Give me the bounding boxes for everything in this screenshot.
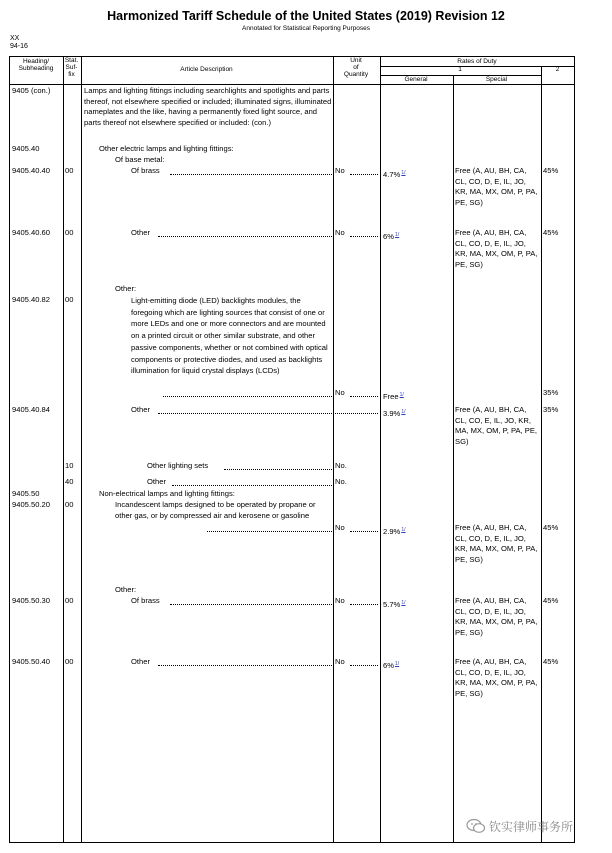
col-suffix-line1: Stat. xyxy=(64,57,79,64)
col-suffix-line3: fix xyxy=(68,71,75,78)
col-unit-line1: Unit xyxy=(350,57,362,64)
leader-9405-50-30 xyxy=(170,604,332,605)
footnote-link[interactable]: 1/ xyxy=(401,409,406,415)
code-line-1: XX xyxy=(10,35,20,42)
leader-9405-40-40 xyxy=(170,174,332,175)
leader-9405-40-82 xyxy=(163,396,332,397)
unit-leader-9405-40-40 xyxy=(350,174,378,175)
col-rates-header: Rates of Duty xyxy=(457,58,497,65)
code-line-2: 94-16 xyxy=(10,43,28,50)
leader-9405-40-84-40 xyxy=(172,485,332,486)
col2-9405-50-40: 45% xyxy=(543,657,559,666)
divider-unit xyxy=(380,57,381,842)
heading-9405-50-40: 9405.50.40 xyxy=(12,657,51,666)
col-heading-line1: Heading/ xyxy=(22,58,50,65)
heading-9405-40-84: 9405.40.84 xyxy=(12,405,51,414)
col-2-header: 2 xyxy=(555,66,560,73)
heading-9405-40: 9405.40 xyxy=(12,144,40,153)
heading-9405-50-20: 9405.50.20 xyxy=(12,500,51,509)
general-rate: 5.7% xyxy=(383,600,401,609)
general-9405-40-40 xyxy=(383,168,405,181)
footnote-link[interactable]: 1/ xyxy=(399,392,404,398)
leader-9405-40-84 xyxy=(158,413,332,414)
watermark-text: 钦实律师事务所 xyxy=(489,820,574,834)
desc-9405-40-60: Other xyxy=(131,228,150,237)
footnote-link[interactable]: 1/ xyxy=(401,600,406,606)
page-subtitle: Annotated for Statistical Reporting Purposes xyxy=(242,25,370,32)
unit-leader-9405-50-30 xyxy=(350,604,378,605)
unit-leader-9405-50-40 xyxy=(350,665,378,666)
col-heading-line2: Subheading xyxy=(18,65,54,72)
general-9405-40-84 xyxy=(383,407,405,420)
unit-9405-40-84-40: No. xyxy=(335,477,347,486)
general-rate: Free xyxy=(383,392,399,401)
col2-9405-50-30: 45% xyxy=(543,596,559,605)
desc-9405-50: Non-electrical lamps and lighting fittings: xyxy=(99,489,235,498)
special-9405-40-60: Free (A, AU, BH, CA, CL, CO, D, E, IL, JO, KR, MA, MX, OM, P, PA, PE, SG) xyxy=(455,228,538,269)
col-1-header: 1 xyxy=(458,66,462,73)
unit-leader-9405-40-84 xyxy=(335,413,378,414)
heading-9405-50-30: 9405.50.30 xyxy=(12,596,51,605)
leader-other-lighting-sets xyxy=(224,469,332,470)
suffix-9405-40-84-40: 40 xyxy=(65,477,74,486)
col2-9405-40-40: 45% xyxy=(543,166,559,175)
col-special-header: Special xyxy=(485,76,508,83)
leader-9405-40-60 xyxy=(158,236,332,237)
special-9405-50-40: Free (A, AU, BH, CA, CL, CO, D, E, IL, JO, KR, MA, MX, OM, P, PA, PE, SG) xyxy=(455,657,538,698)
desc-9405-50-30: Of brass xyxy=(131,596,160,605)
desc-other-nonelectric: Other: xyxy=(115,585,137,594)
divider-heading xyxy=(63,57,64,842)
desc-9405-40-84-40: Other xyxy=(147,477,166,486)
unit-9405-40-60: No xyxy=(335,228,345,237)
unit-9405-50-40: No xyxy=(335,657,345,666)
suffix-9405-50-20: 00 xyxy=(65,500,74,509)
page-title: Harmonized Tariff Schedule of the United States (2019) Revision 12 xyxy=(107,9,505,23)
col-general-header: General xyxy=(404,76,428,83)
footnote-link[interactable]: 1/ xyxy=(401,170,406,176)
special-9405-50-30: Free (A, AU, BH, CA, CL, CO, D, E, IL, JO, KR, MA, MX, OM, P, PA, PE, SG) xyxy=(455,596,538,637)
divider-general xyxy=(453,75,454,842)
suffix-9405-40-82: 00 xyxy=(65,295,74,304)
col-suffix-header xyxy=(63,57,80,78)
heading-9405-40-82: 9405.40.82 xyxy=(12,295,51,304)
wechat-logo-icon xyxy=(466,818,486,834)
col2-9405-40-84: 35% xyxy=(543,405,559,414)
unit-9405-40-82: No xyxy=(335,388,345,397)
unit-leader-9405-40-60 xyxy=(350,236,378,237)
col2-9405-50-20: 45% xyxy=(543,523,559,532)
leader-9405-50-20 xyxy=(207,531,332,532)
desc-of-base-metal: Of base metal: xyxy=(115,155,165,164)
col-unit-line3: Quantity xyxy=(343,71,369,78)
divider-suffix xyxy=(81,57,82,842)
general-9405-50-20 xyxy=(383,525,405,538)
heading-9405-40-40: 9405.40.40 xyxy=(12,166,51,175)
footnote-link[interactable]: 1/ xyxy=(394,232,400,238)
heading-9405-con: 9405 (con.) xyxy=(12,86,51,95)
col-heading-header xyxy=(10,58,62,72)
col-unit-header xyxy=(333,57,379,78)
general-rate: 4.7% xyxy=(383,170,401,179)
special-9405-50-20: Free (A, AU, BH, CA, CL, CO, D, E, IL, JO, KR, MA, MX, OM, P, PA, PE, SG) xyxy=(455,523,538,564)
rule-header-bottom xyxy=(10,84,575,85)
footnote-link[interactable]: 1/ xyxy=(394,661,400,667)
general-rate: 2.9% xyxy=(383,527,401,536)
unit-leader-9405-40-82 xyxy=(350,396,378,397)
suffix-9405-50-30: 00 xyxy=(65,596,74,605)
desc-9405-40-82: Light-emitting diode (LED) backlights modules, the foregoing which are lighting sources that consist of one or more LEDs and one or more connectors and are mounted on a printed circuit or other similar substrate, and other passive components, whether or not combined with optical components or protective diodes, and used as backlights illumination for liquid crystal displays (LCDs) xyxy=(131,296,328,376)
unit-other-lighting-sets: No. xyxy=(335,461,347,470)
general-rate: 6% xyxy=(383,232,394,241)
suffix-9405-40-40: 00 xyxy=(65,166,74,175)
footnote-link[interactable]: 1/ xyxy=(401,527,406,533)
desc-9405-40: Other electric lamps and lighting fittings: xyxy=(99,144,234,153)
divider-special xyxy=(541,67,542,842)
general-9405-50-40 xyxy=(383,659,399,672)
desc-other-group: Other: xyxy=(115,284,137,293)
suffix-9405-40-84-10: 10 xyxy=(65,461,74,470)
col2-9405-40-60: 45% xyxy=(543,228,559,237)
desc-9405-50-20: Incandescent lamps designed to be operated by propane or other gas, or by compressed air and kerosene or gasoline xyxy=(115,500,316,520)
general-9405-50-30 xyxy=(383,598,405,611)
suffix-9405-40-60: 00 xyxy=(65,228,74,237)
heading-9405-40-60: 9405.40.60 xyxy=(12,228,51,237)
special-9405-40-84: Free (A, AU, BH, CA, CL, CO, E, IL, JO, KR, MA, MX, OM, P, PA, PE, SG) xyxy=(455,405,538,446)
col-desc-header: Article Description xyxy=(180,66,233,73)
desc-9405-con: Lamps and lighting fittings including searchlights and spotlights and parts thereof, not elsewhere specified or included; illuminated signs, illuminated nameplates and the like, having a permanently fixed light source, and parts thereof not elsewhere specified or included: (con.) xyxy=(84,86,332,127)
general-9405-40-82 xyxy=(383,390,404,403)
divider-desc xyxy=(333,57,334,842)
general-rate: 3.9% xyxy=(383,409,401,418)
unit-9405-50-30: No xyxy=(335,596,345,605)
unit-9405-50-20: No xyxy=(335,523,345,532)
col-suffix-line2: Suf- xyxy=(65,64,78,71)
desc-9405-40-84: Other xyxy=(131,405,150,414)
special-9405-40-40: Free (A, AU, BH, CA, CL, CO, D, E, IL, JO, KR, MA, MX, OM, P, PA, PE, SG) xyxy=(455,166,538,207)
general-rate: 6% xyxy=(383,661,394,670)
suffix-9405-50-40: 00 xyxy=(65,657,74,666)
general-9405-40-60 xyxy=(383,230,399,243)
col2-9405-40-82: 35% xyxy=(543,388,559,397)
desc-9405-40-40: Of brass xyxy=(131,166,160,175)
leader-9405-50-40 xyxy=(158,665,332,666)
unit-9405-40-40: No xyxy=(335,166,345,175)
desc-9405-50-40: Other xyxy=(131,657,150,666)
desc-other-lighting-sets: Other lighting sets xyxy=(147,461,209,470)
unit-leader-9405-50-20 xyxy=(350,531,378,532)
col-unit-line2: of xyxy=(353,64,359,71)
heading-9405-50: 9405.50 xyxy=(12,489,40,498)
